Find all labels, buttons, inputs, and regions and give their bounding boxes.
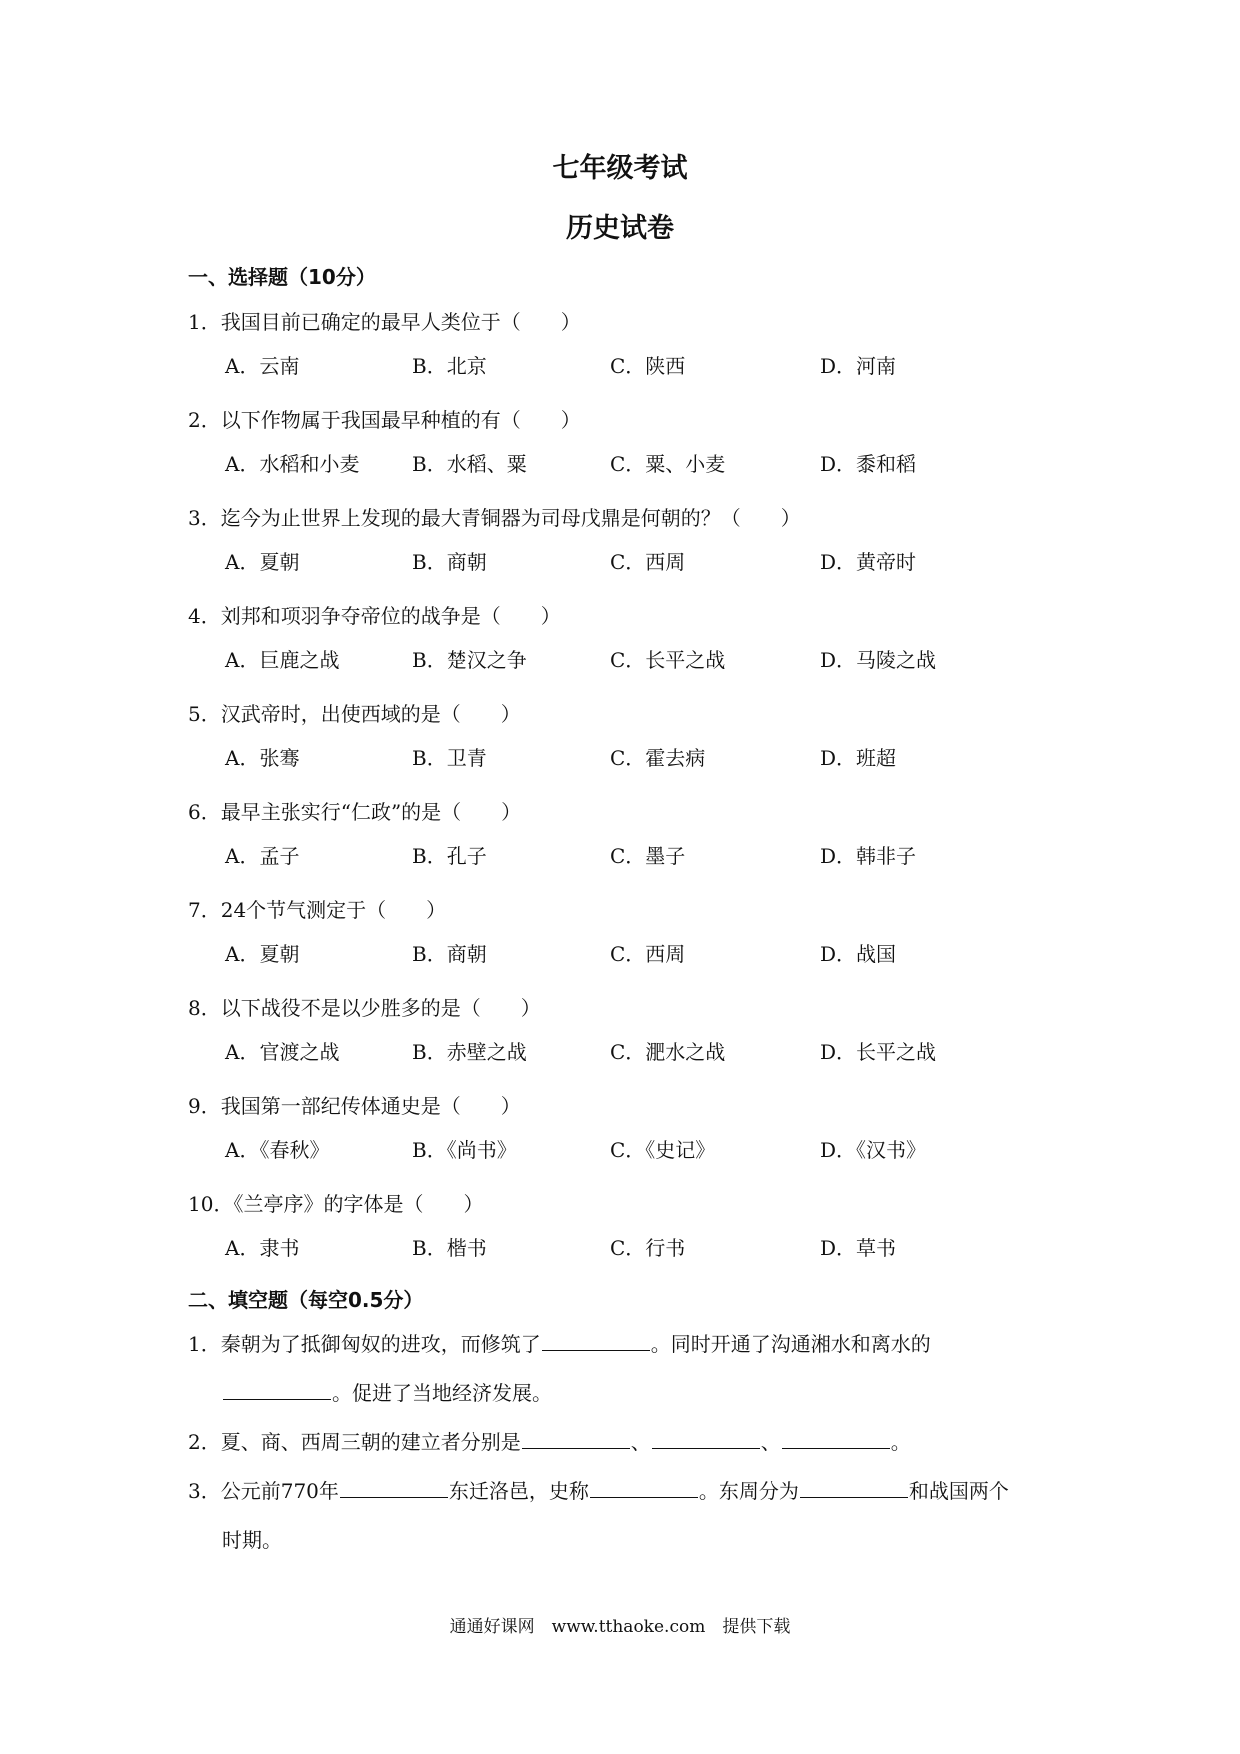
option-d: D．战国 <box>820 942 897 966</box>
fill-text: 2．夏、商、西周三朝的建立者分别是 <box>188 1430 521 1454</box>
option-c: C．行书 <box>610 1236 686 1260</box>
option-b: B．赤壁之战 <box>412 1040 527 1064</box>
option-c: C．《史记》 <box>610 1138 716 1162</box>
option-c: C．长平之战 <box>610 648 726 672</box>
option-d: D．马陵之战 <box>820 648 937 672</box>
fill-text: 东迁洛邑，史称 <box>448 1479 589 1503</box>
fill-question-1 <box>188 1328 931 1357</box>
option-b: B．楷书 <box>412 1236 487 1260</box>
option-a: A．隶书 <box>225 1236 300 1260</box>
question-stem: 3．迄今为止世界上发现的最大青铜器为司母戊鼎是何朝的？（ ） <box>188 506 801 530</box>
option-a: A．张骞 <box>225 746 300 770</box>
fill-text: 和战国两个 <box>908 1479 1009 1503</box>
question-stem: 5．汉武帝时，出使西域的是（ ） <box>188 702 521 726</box>
option-d: D．《汉书》 <box>820 1138 927 1162</box>
option-c: C．霍去病 <box>610 746 706 770</box>
exam-title: 七年级考试 <box>552 153 688 184</box>
option-c: C．墨子 <box>610 844 686 868</box>
fill-question-2 <box>188 1426 911 1455</box>
answer-blank[interactable] <box>800 1477 908 1498</box>
fill-question-3 <box>188 1475 1009 1504</box>
option-b: B．孔子 <box>412 844 487 868</box>
option-b: B．商朝 <box>412 550 487 574</box>
fill-text: 、 <box>630 1430 651 1454</box>
answer-blank[interactable] <box>542 1330 650 1351</box>
answer-blank[interactable] <box>340 1477 448 1498</box>
option-a: A．巨鹿之战 <box>225 648 340 672</box>
question-stem: 7．24个节气测定于（ ） <box>188 898 447 922</box>
question-stem: 1．我国目前已确定的最早人类位于（ ） <box>188 310 581 334</box>
option-b: B．商朝 <box>412 942 487 966</box>
option-a: A．官渡之战 <box>225 1040 340 1064</box>
fill-text: 。同时开通了沟通湘水和离水的 <box>650 1332 931 1356</box>
answer-blank[interactable] <box>590 1477 698 1498</box>
option-a: A．水稻和小麦 <box>225 452 360 476</box>
fill-text: 。 <box>890 1430 911 1454</box>
option-d: D．河南 <box>820 354 897 378</box>
option-d: D．韩非子 <box>820 844 917 868</box>
answer-blank[interactable] <box>223 1379 331 1400</box>
fill-text: 1．秦朝为了抵御匈奴的进攻，而修筑了 <box>188 1332 541 1356</box>
option-a: A．《春秋》 <box>225 1138 330 1162</box>
option-d: D．长平之战 <box>820 1040 937 1064</box>
answer-blank[interactable] <box>652 1428 760 1449</box>
fill-text: 。东周分为 <box>698 1479 799 1503</box>
option-b: B．《尚书》 <box>412 1138 517 1162</box>
option-b: B．北京 <box>412 354 487 378</box>
section-choice-heading: 一、选择题（10分） <box>188 265 376 289</box>
question-stem: 9．我国第一部纪传体通史是（ ） <box>188 1094 521 1118</box>
option-c: C．淝水之战 <box>610 1040 726 1064</box>
option-d: D．黄帝时 <box>820 550 917 574</box>
option-a: A．夏朝 <box>225 550 300 574</box>
option-d: D．黍和稻 <box>820 452 917 476</box>
question-stem: 6．最早主张实行“仁政”的是（ ） <box>188 800 522 824</box>
option-c: C．陕西 <box>610 354 686 378</box>
question-stem: 2．以下作物属于我国最早种植的有（ ） <box>188 408 581 432</box>
question-stem: 8．以下战役不是以少胜多的是（ ） <box>188 996 541 1020</box>
question-stem: 10．《兰亭序》的字体是（ ） <box>188 1192 484 1216</box>
answer-blank[interactable] <box>782 1428 890 1449</box>
option-a: A．孟子 <box>225 844 300 868</box>
fill-text: 、 <box>760 1430 781 1454</box>
option-d: D．班超 <box>820 746 897 770</box>
option-c: C．西周 <box>610 942 686 966</box>
option-a: A．云南 <box>225 354 300 378</box>
option-c: C．粟、小麦 <box>610 452 726 476</box>
fill-question-3-cont: 时期。 <box>222 1528 282 1552</box>
fill-text: 。促进了当地经济发展。 <box>332 1381 552 1405</box>
section-fill-heading: 二、填空题（每空0.5分） <box>188 1288 424 1312</box>
exam-subtitle: 历史试卷 <box>566 213 674 244</box>
option-b: B．水稻、粟 <box>412 452 527 476</box>
option-a: A．夏朝 <box>225 942 300 966</box>
fill-question-1-cont <box>222 1377 552 1406</box>
page-footer: 通通好课网 www.tthaoke.com 提供下载 <box>449 1617 791 1637</box>
question-stem: 4．刘邦和项羽争夺帝位的战争是（ ） <box>188 604 561 628</box>
option-c: C．西周 <box>610 550 686 574</box>
option-b: B．楚汉之争 <box>412 648 527 672</box>
answer-blank[interactable] <box>522 1428 630 1449</box>
option-d: D．草书 <box>820 1236 897 1260</box>
option-b: B．卫青 <box>412 746 487 770</box>
fill-text: 3．公元前770年 <box>188 1479 339 1503</box>
